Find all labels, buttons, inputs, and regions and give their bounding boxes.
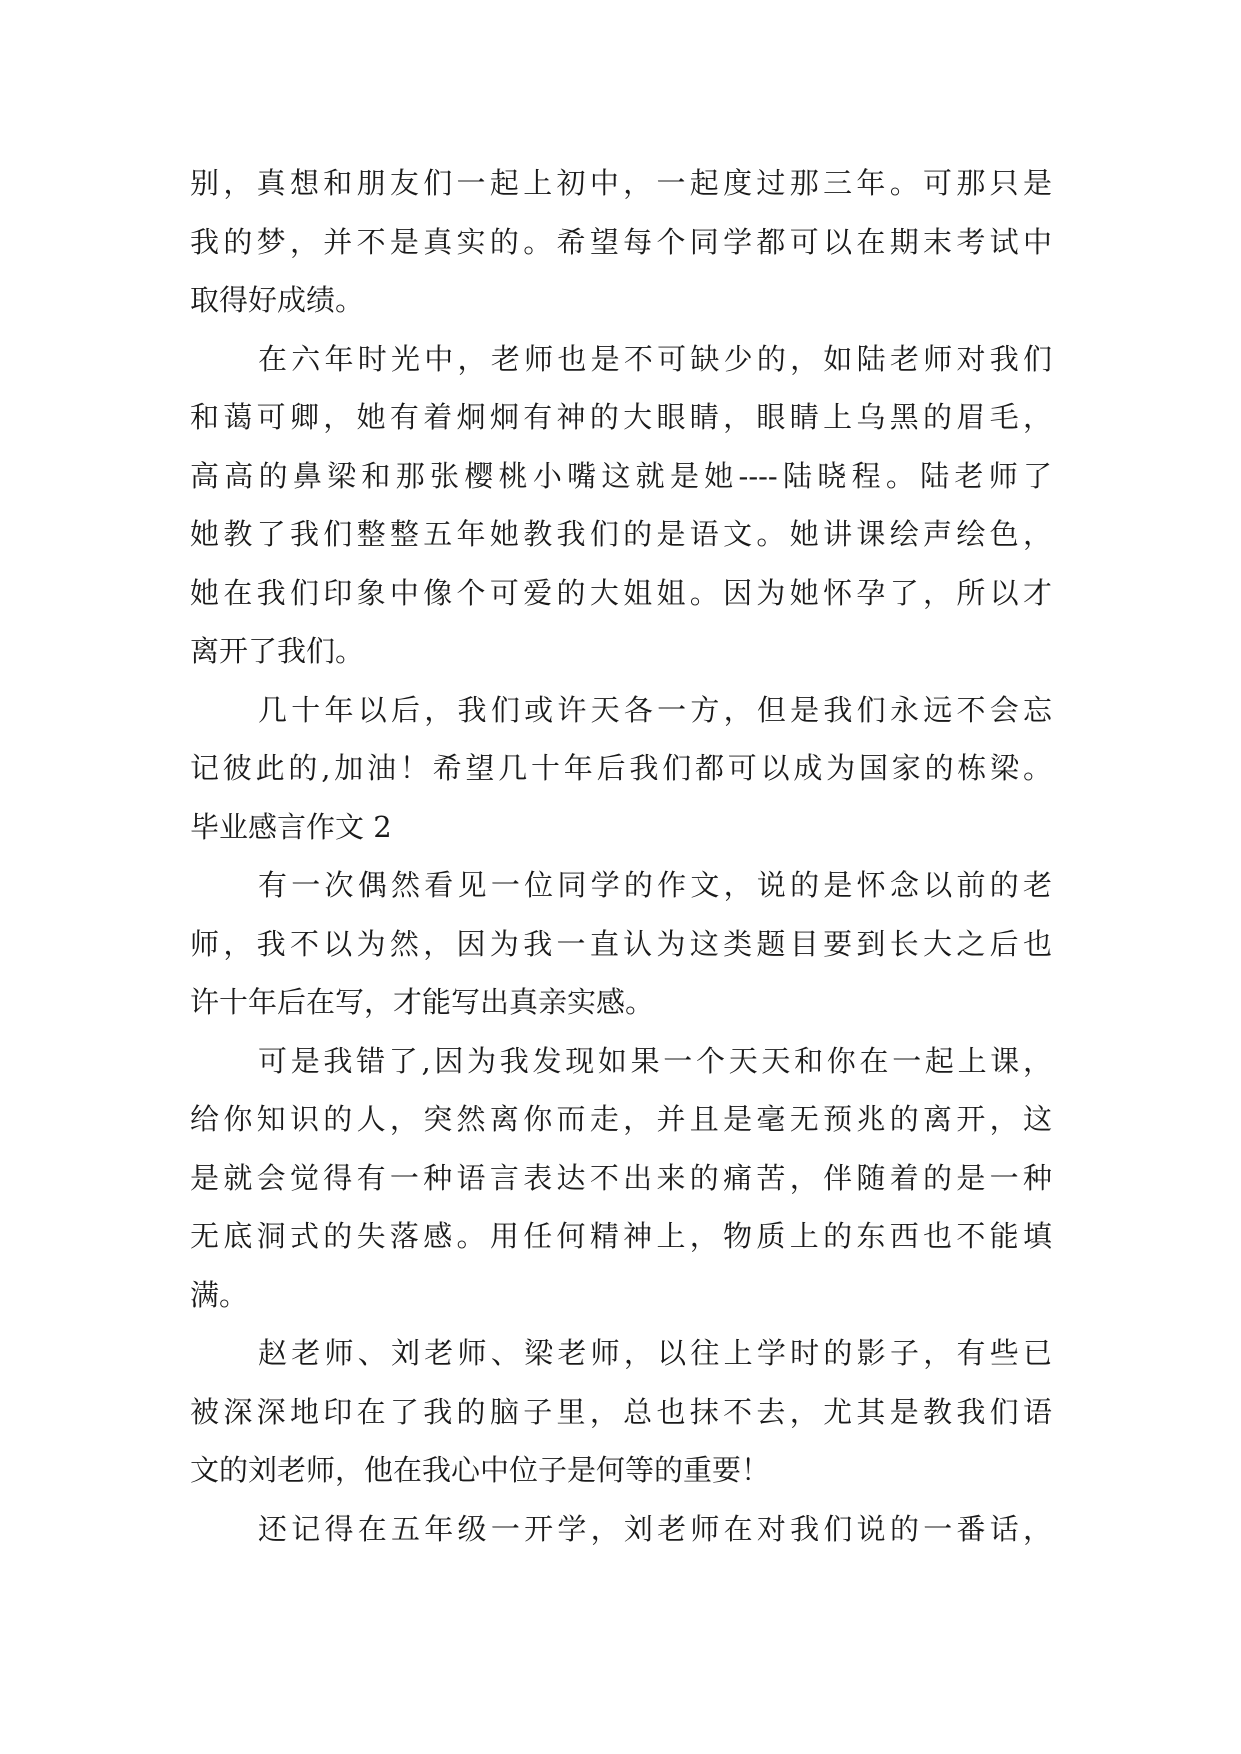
text-line: 我的梦，并不是真实的。希望每个同学都可以在期末考试中 <box>190 224 1052 259</box>
text-line: 高高的鼻梁和那张樱桃小嘴这就是她----陆晓程。陆老师了 <box>190 458 1052 493</box>
text-line: 和蔼可卿，她有着炯炯有神的大眼睛，眼睛上乌黑的眉毛， <box>190 400 1052 434</box>
text-line: 记彼此的,加油！希望几十年后我们都可以成为国家的栋梁。 <box>190 751 1052 785</box>
section-heading: 毕业感言作文 2 <box>190 809 392 844</box>
text-line: 师，我不以为然，因为我一直认为这类题目要到长大之后也 <box>190 926 1052 961</box>
text-line: 无底洞式的失落感。用任何精神上，物质上的东西也不能填 <box>190 1219 1052 1253</box>
text-line: 别，真想和朋友们一起上初中，一起度过那三年。可那只是 <box>190 166 1052 200</box>
text-line: 可是我错了,因为我发现如果一个天天和你在一起上课， <box>258 1043 1052 1078</box>
text-line: 几十年以后，我们或许天各一方，但是我们永远不会忘 <box>258 692 1052 727</box>
text-line: 文的刘老师，他在我心中位子是何等的重要！ <box>190 1453 771 1487</box>
text-line: 赵老师、刘老师、梁老师，以往上学时的影子，有些已 <box>258 1336 1052 1370</box>
text-line: 有一次偶然看见一位同学的作文，说的是怀念以前的老 <box>258 868 1052 902</box>
text-line: 许十年后在写，才能写出真亲实感。 <box>190 985 655 1019</box>
text-line: 是就会觉得有一种语言表达不出来的痛苦，伴随着的是一种 <box>190 1160 1052 1195</box>
text-line: 她教了我们整整五年她教我们的是语文。她讲课绘声绘色， <box>190 517 1052 551</box>
document-page <box>190 154 1052 1558</box>
text-line: 她在我们印象中像个可爱的大姐姐。因为她怀孕了，所以才 <box>190 575 1052 610</box>
text-line: 离开了我们。 <box>190 634 365 668</box>
text-line: 还记得在五年级一开学，刘老师在对我们说的一番话， <box>258 1511 1052 1546</box>
text-line: 给你知识的人，突然离你而走，并且是毫无预兆的离开，这 <box>190 1102 1052 1136</box>
text-line: 被深深地印在了我的脑子里，总也抹不去，尤其是教我们语 <box>190 1394 1052 1429</box>
text-line: 在六年时光中，老师也是不可缺少的，如陆老师对我们 <box>258 341 1052 376</box>
text-line: 满。 <box>190 1277 249 1312</box>
text-line: 取得好成绩。 <box>190 283 365 317</box>
